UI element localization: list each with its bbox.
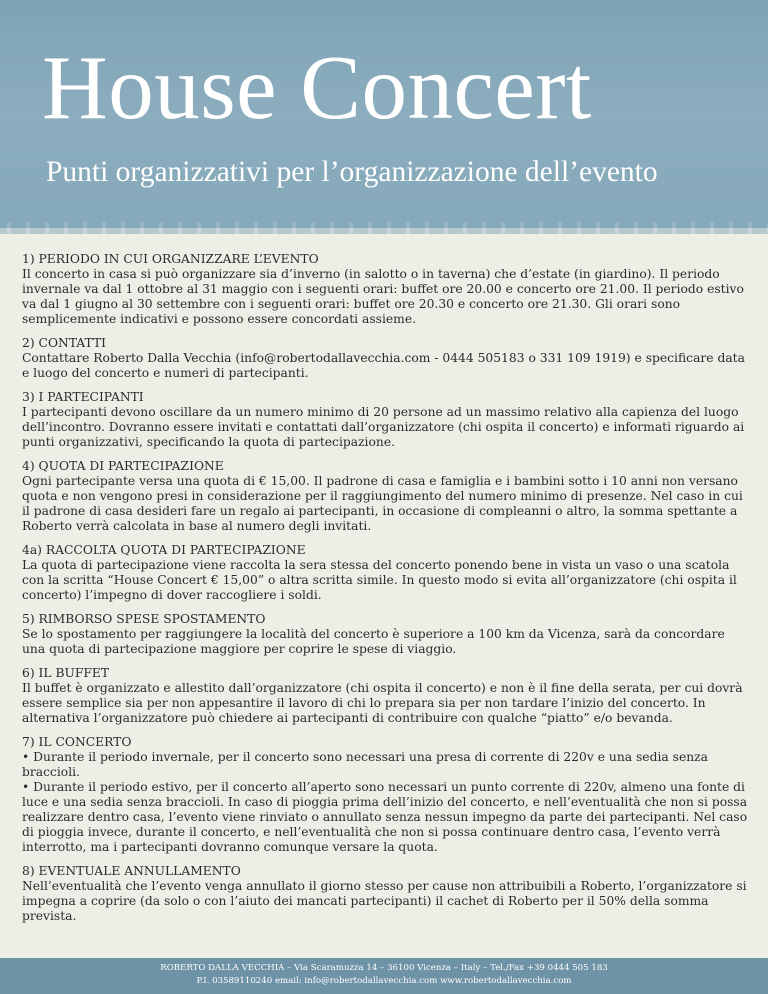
section-title: 2) CONTATTI	[22, 336, 107, 350]
section-title: 5) RIMBORSO SPESE SPOSTAMENTO	[22, 612, 266, 626]
section-title: 4a) RACCOLTA QUOTA DI PARTECIPAZIONE	[22, 543, 306, 557]
section-text: Il concerto in casa si può organizzare sia d’inverno (in salotto o in taverna) che d’estate (in giardino). Il periodo invernale va dal 1 ottobre al 31 maggio con i seguenti orari: buffet ore 20.00 e concerto ore 21.00. Il periodo estivo va dal 1 giugno al 30 settembre con i seguenti orari: buffet ore 20.30 e concerto ore 21.30. Gli orari sono semplicemente indicativi e possono essere concordati assieme.	[22, 267, 744, 326]
section-periodo	[22, 252, 750, 327]
footer-bar	[0, 958, 768, 994]
section-text: Contattare Roberto Dalla Vecchia (info@robertodallavecchia.com - 0444 505183 o 331 109 1919) e specificare data e luogo del concerto e numeri di partecipanti.	[22, 351, 745, 380]
section-title: 6) IL BUFFET	[22, 666, 110, 680]
section-buffet	[22, 666, 750, 726]
section-text: I partecipanti devono oscillare da un numero minimo di 20 persone ad un massimo relativo alla capienza del luogo dell’incontro. Dovranno essere invitati e contattati dall’organizzatore (chi ospita il concerto) e informati riguardo ai punti organizzativi, specificando la quota di partecipazione.	[22, 405, 745, 449]
section-rimborso	[22, 612, 750, 657]
section-raccolta-quota	[22, 543, 750, 603]
footer-address: ROBERTO DALLA VECCHIA – Via Scaramuzza 14 – 36100 Vicenza – Italy – Tel./Fax +39 0444 505 183	[160, 963, 608, 973]
section-title: 8) EVENTUALE ANNULLAMENTO	[22, 864, 241, 878]
section-title: 7) IL CONCERTO	[22, 735, 132, 749]
section-concerto	[22, 735, 750, 855]
section-annullamento	[22, 864, 750, 924]
section-partecipanti	[22, 390, 750, 450]
page-title: House Concert	[42, 37, 592, 138]
section-text: Ogni partecipante versa una quota di € 15,00. Il padrone di casa e famiglia e i bambini sotto i 10 anni non versano quota e non vengono presi in considerazione per il raggiungimento del numero minimo di presenze. Nel caso in cui il padrone di casa desideri fare un regalo ai partecipanti, in occasione di compleanni o altro, la somma spettante a Roberto verrà calcolata in base al numero degli invitati.	[22, 474, 743, 533]
section-title: 3) I PARTECIPANTI	[22, 390, 144, 404]
page-subtitle: Punti organizzativi per l’organizzazione dell’evento	[46, 156, 658, 188]
section-text: Il buffet è organizzato e allestito dall’organizzatore (chi ospita il concerto) e non è il fine della serata, per cui dovrà essere semplice sia per non appesantire il lavoro di chi lo prepara sia per non tardare l’inizio del concerto. In alternativa l’organizzatore può chiedere ai partecipanti di contribuire con qualche “piatto” e/o bevanda.	[22, 681, 743, 725]
section-title: 1) PERIODO IN CUI ORGANIZZARE L’EVENTO	[22, 252, 319, 266]
section-quota	[22, 459, 750, 534]
section-text: • Durante il periodo estivo, per il concerto all’aperto sono necessari un punto corrente di 220v, almeno una fonte di luce e una sedia senza braccioli. In caso di pioggia prima dell’inizio del concerto, e nell’eventualità che non si possa realizzare dentro casa, l’evento viene rinviato o annullato senza nessun impegno da parte dei partecipanti. Nel caso di pioggia invece, durante il concerto, e nell’eventualità che non si possa continuare dentro casa, l’evento verrà interrotto, ma i partecipanti dovranno comunque versare la quota.	[22, 780, 748, 854]
section-text: La quota di partecipazione viene raccolta la sera stessa del concerto ponendo bene in vista un vaso o una scatola con la scritta “House Concert € 15,00” o altra scritta simile. In questo modo si evita all’organizzatore (chi ospita il concerto) l’impegno di dover raccogliere i soldi.	[22, 558, 737, 602]
footer-contacts: P.I. 03589110240 email: info@robertodallavecchia.com www.robertodallavecchia.com	[196, 976, 572, 986]
section-text: Nell’eventualità che l’evento venga annullato il giorno stesso per cause non attribuibili a Roberto, l’organizzatore si impegna a coprire (da solo o con l’aiuto dei mancati partecipanti) il cachet di Roberto per il 50% della somma prevista.	[22, 879, 747, 923]
section-contatti	[22, 336, 750, 381]
section-title: 4) QUOTA DI PARTECIPAZIONE	[22, 459, 224, 473]
content-body	[22, 252, 750, 933]
section-text: Se lo spostamento per raggiungere la località del concerto è superiore a 100 km da Vicenza, sarà da concordare una quota di partecipazione maggiore per coprire le spese di viaggio.	[22, 627, 725, 656]
header-banner	[0, 0, 768, 228]
section-text: • Durante il periodo invernale, per il concerto sono necessari una presa di corrente di 220v e una sedia senza braccioli.	[22, 750, 708, 779]
